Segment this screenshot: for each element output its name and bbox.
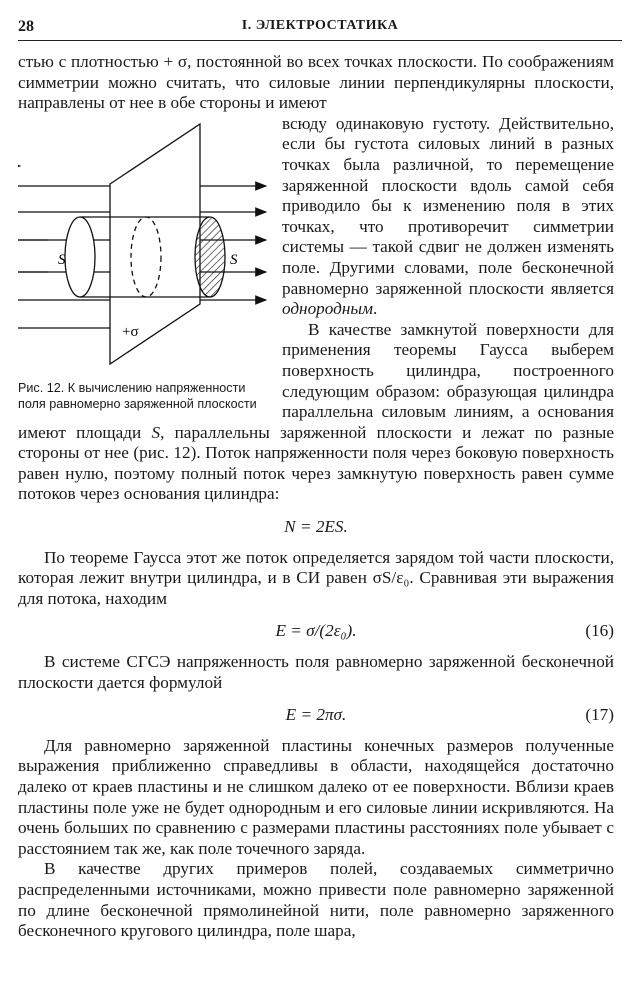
uniform-period: . <box>372 299 378 319</box>
uniform-word: однородным <box>282 299 373 319</box>
figure-12 <box>18 114 268 412</box>
formula-16-number: (16) <box>585 621 614 641</box>
label-left: S <box>58 251 66 268</box>
formula-16 <box>18 621 614 642</box>
paragraph-intro <box>18 52 614 114</box>
paragraph-examples: В качестве других примеров полей, создаваемых симметрично распределенными источниками, можно привести поле равномерно заряженной по длине бесконечной прямолинейной нити, поле равномерно заряженного бесконечного кругового цилиндра, поле шара, <box>18 859 614 941</box>
gauss-text-2: , параллельны заряженной плоскости и лежат по разные стороны от нее (рис. 12). Поток напряженности поля через боковую поверхность равен нулю, поэтому полный поток через замкнутую поверхность равен сумме потоков через основания цилиндра: <box>18 422 614 504</box>
formula-16-expr: E = σ/(2ε₀). <box>275 621 357 641</box>
page-number: 28 <box>18 18 34 35</box>
formula-17-number: (17) <box>585 705 614 725</box>
formula-17-expr: E = 2πσ. <box>285 705 347 725</box>
paragraph-cgs: В системе СГСЭ напряженность поля равномерно заряженной бесконечной плоскости дается формулой <box>18 652 614 692</box>
paragraph-finite-plate: Для равномерно заряженной пластины конечных размеров полученные выражения приближенно справедливы в области, находящейся достаточно далеко от краев пластины и не слишком далеко от ее поверхности. Вблизи краев пластины поле уже не будет однородным и его силовые линии искривляются. На очень больших по сравнению с размерами пластины расстояниях поле убывает с расстоянием так же, как поле точечного заряда. <box>18 735 614 858</box>
figure-caption: Рис. 12. К вычислению напряженности поля равномерно заряженной плоскости <box>18 380 257 411</box>
intro-lines: стью с плотностью + σ, постоянной во всех точках плоскости. По соображениям симметрии можно считать, что силовые линии перпендикулярны плоскости, направлены от нее в обе стороны и имеют <box>18 52 614 113</box>
label-charge: +σ <box>122 323 139 340</box>
label-right: S <box>230 251 238 268</box>
main-text <box>18 52 614 942</box>
gauss-text-1: В качестве замкнутой поверхности для применения теоремы Гаусса выберем поверхность цилиндра, построенного следующим образом: образующая цилиндра параллельна силовым линиям, а основания имеют площади <box>18 319 614 442</box>
cylinder-diagram <box>18 114 268 374</box>
paragraph-theorem: По теореме Гаусса этот же поток определяется зарядом той части плоскости, которая лежит внутри цилиндра, и в СИ равен σS/ε₀. Сравнивая эти выражения для потока, находим <box>18 547 614 608</box>
intro-rest: всюду одинаковую густоту. Действительно, если бы густота силовых линий в разных точках была различной, то перемещение заряженной плоскости вдоль самой себя приводило бы к изменению поля в этих точках, что противоречит симметрии системы — такой сдвиг не должен изменять поле. Другими словами, поле бесконечной равномерно заряженной плоскости является <box>282 113 614 298</box>
running-title: I. ЭЛЕКТРОСТАТИКА <box>241 18 399 33</box>
formula-flux: N = 2ES. <box>284 517 348 537</box>
field-lines-front <box>18 240 48 272</box>
gauss-symbol-s: S <box>151 422 161 442</box>
formula-17 <box>18 705 614 726</box>
page-header <box>18 14 622 41</box>
